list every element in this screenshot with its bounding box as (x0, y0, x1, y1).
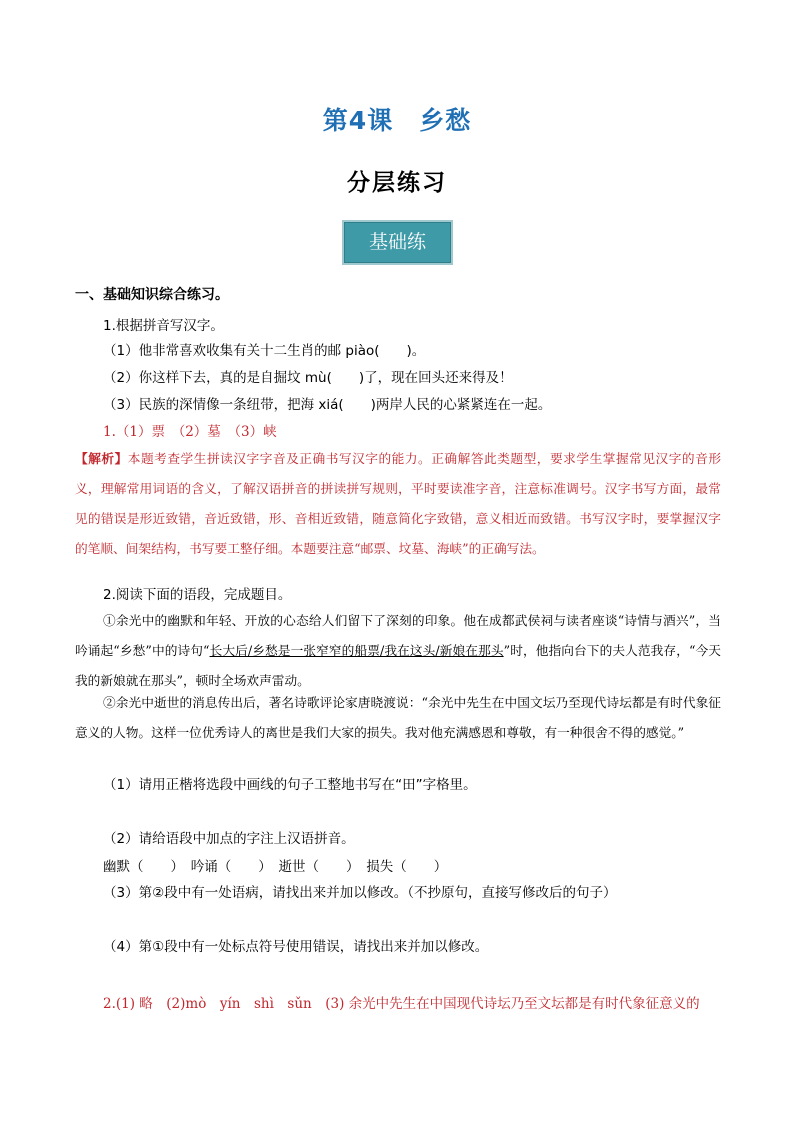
analysis-tag: 【解析】 (75, 451, 128, 466)
question-2-sub-2: （2）请给语段中加点的字注上汉语拼音。 (103, 831, 355, 847)
section-heading: 一、基础知识综合练习。 (75, 287, 229, 303)
question-1-item-1: （1）他非常喜欢收集有关十二生肖的邮 piào( )。 (103, 343, 426, 359)
question-1-answer: 1.（1）票 （2）墓 （3）峡 (103, 424, 277, 440)
section-badge: 基础练 (342, 220, 453, 265)
question-1-item-3: （3）民族的深情像一条纽带，把海 xiá( )两岸人民的心紧紧连在一起。 (103, 397, 552, 413)
question-2-sub-4: （4）第①段中有一处标点符号使用错误，请找出来并加以修改。 (103, 939, 489, 955)
question-1-item-2: （2）你这样下去，真的是自掘坟 mù( )了，现在回头还来得及！ (103, 370, 513, 386)
question-1-analysis (75, 444, 721, 564)
question-2-sub-1: （1）请用正楷将选段中画线的句子工整地书写在“田”字格里。 (103, 777, 477, 793)
question-2-answer: 2.(1) 略 (2)mò yín shì sǔn (3) 余光中先生在中国现代诗坛乃至文坛都是有时代象征意义的 (103, 996, 700, 1012)
page-title: 第4课 乡愁 (322, 106, 472, 135)
question-2-heading: 2.阅读下面的语段，完成题目。 (103, 587, 292, 603)
question-1-heading: 1.根据拼音写汉字。 (103, 318, 224, 334)
question-2-sub-2-blanks: 幽默（ ） 吟诵（ ） 逝世（ ） 损失（ ） (103, 859, 448, 875)
page-subtitle: 分层练习 (347, 170, 447, 196)
passage-1-text-a: ①余光中的幽默和年轻、开放的心态给人们留下了深刻的印象。他在成都武侯祠与读者座谈“诗情与酒兴”，当吟诵起“乡愁”中的诗句“ (75, 613, 721, 658)
passage-paragraph-1 (75, 606, 721, 696)
passage-paragraph-2: ②余光中逝世的消息传出后，著名诗歌评论家唐晓渡说：“余光中先生在中国文坛乃至现代诗坛都是有时代象征意义的人物。这样一位优秀诗人的离世是我们大家的损失。我对他充满感恩和尊敬，有一种很舍不得的感觉。” (75, 695, 721, 740)
passage-1-text-b: ”时，他指向台下的夫人范我存，“今天我的新娘就在那头”，顿时全场欢声雷动。 (75, 643, 721, 688)
analysis-text: 本题考查学生拼读汉字字音及正确书写汉字的能力。正确解答此类题型，要求学生掌握常见汉字的音形义，理解常用词语的含义，了解汉语拼音的拼读拼写规则，平时要读准字音，注意标准调号。汉字书写方面，最常见的错误是形近致错，音近致错，形、音相近致错，随意简化字致错，意义相近而致错。书写汉字时，要掌握汉字的笔顺、间架结构，书写要工整仔细。本题要注意“邮票、坟墓、海峡”的正确写法。 (75, 451, 722, 556)
underlined-sentence: 长大后/乡愁是一张窄窄的船票/我在这头/新娘在那头 (209, 643, 504, 658)
question-2-sub-3: （3）第②段中有一处语病，请找出来并加以修改。（不抄原句，直接写修改后的句子） (103, 885, 617, 901)
